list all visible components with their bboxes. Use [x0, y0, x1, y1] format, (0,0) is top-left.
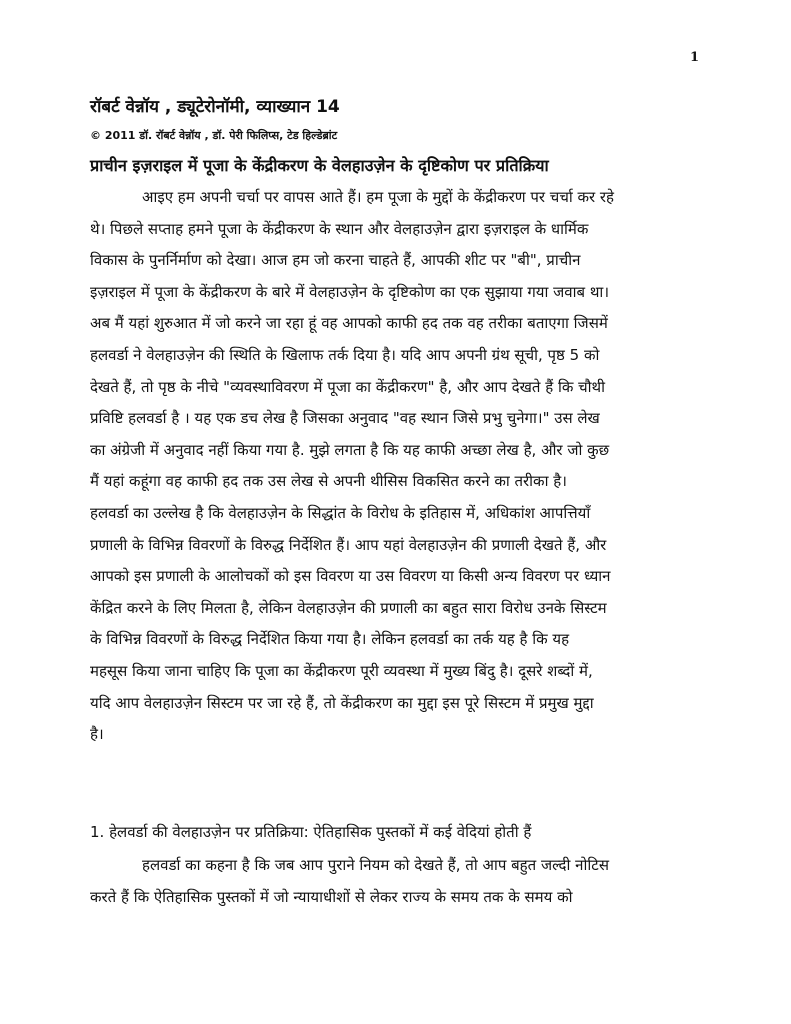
paragraph-line: आइए हम अपनी चर्चा पर वापस आते हैं। हम पूजा के मुद्दों के केंद्रीकरण पर चर्चा कर रहे [142, 188, 615, 206]
paragraph-line: प्रविष्टि हलवर्डा है । यह एक डच लेख है जिसका अनुवाद "वह स्थान जिसे प्रभु चुनेगा।" उस लेख [90, 409, 600, 428]
body-paragraph-2 [90, 850, 710, 913]
paragraph-line: अब मैं यहां शुरुआत में जो करने जा रहा हूं वह आपको काफी हद तक वह तरीका बताएगा जिसमें [90, 314, 608, 333]
paragraph-line: प्रणाली के विभिन्न विवरणों के विरुद्ध निर्देशित हैं। आप यहां वेलहाउज़ेन की प्रणाली देखते हैं, और [90, 535, 607, 554]
paragraph-line: मैं यहां कहूंगा वह काफी हद तक उस लेख से अपनी थीसिस विकसित करने का तरीका है। [90, 472, 567, 491]
paragraph-line: के विभिन्न विवरणों के विरुद्ध निर्देशित किया गया है। लेकिन हलवर्डा का तर्क यह है कि यह [90, 630, 570, 649]
body-paragraph-1 [90, 182, 710, 751]
paragraph-line: इज़राइल में पूजा के केंद्रीकरण के बारे में वेलहाउज़ेन के दृष्टिकोण का एक सुझाया गया जवाब था। [90, 282, 610, 301]
paragraph-line: केंद्रित करने के लिए मिलता है, लेकिन वेलहाउज़ेन की प्रणाली का बहुत सारा विरोध उनके सिस्टम [90, 598, 607, 617]
paragraph-line: हलवर्डा का कहना है कि जब आप पुराने नियम को देखते हैं, तो आप बहुत जल्दी नोटिस [142, 856, 609, 874]
copyright-line: © 2011 डॉ. रॉबर्ट वेन्नॉय , डॉ. पेरी फिलिप्स, टेड हिल्डेब्रांट [90, 129, 338, 142]
lecture-subtitle: प्राचीन इज़राइल में पूजा के केंद्रीकरण के वेलहाउज़ेन के दृष्टिकोण पर प्रतिक्रिया [90, 156, 549, 175]
paragraph-line: हलवर्डा का उल्लेख है कि वेलहाउज़ेन के सिद्धांत के विरोध के इतिहास में, अधिकांश आपत्तियाँ [90, 503, 591, 522]
lecture-title: रॉबर्ट वेन्नॉय , ड्यूटेरोनॉमी, व्याख्यान 14 [90, 97, 340, 117]
section-heading: 1. हेलवर्डा की वेलहाउज़ेन पर प्रतिक्रिया: ऐतिहासिक पुस्तकों में कई वेदियां होती हैं [90, 823, 532, 841]
paragraph-line: है। [90, 725, 104, 744]
paragraph-line: देखते हैं, तो पृष्ठ के नीचे "व्यवस्थाविवरण में पूजा का केंद्रीकरण" है, और आप देखते हैं कि चौथी [90, 377, 606, 396]
paragraph-line: महसूस किया जाना चाहिए कि पूजा का केंद्रीकरण पूरी व्यवस्था में मुख्य बिंदु है। दूसरे शब्दों में, [90, 661, 593, 680]
paragraph-line: करते हैं कि ऐतिहासिक पुस्तकों में जो न्यायाधीशों से लेकर राज्य के समय तक के समय को [90, 887, 573, 906]
paragraph-line: विकास के पुनर्निर्माण को देखा। आज हम जो करना चाहते हैं, आपकी शीट पर "बी", प्राचीन [90, 251, 581, 270]
paragraph-line: हलवर्डा ने वेलहाउज़ेन की स्थिति के खिलाफ तर्क दिया है। यदि आप अपनी ग्रंथ सूची, पृष्ठ 5 को [90, 345, 600, 364]
paragraph-line: यदि आप वेलहाउज़ेन सिस्टम पर जा रहे हैं, तो केंद्रीकरण का मुद्दा इस पूरे सिस्टम में प्रमुख मुद्दा [90, 693, 594, 712]
page-number: 1 [689, 50, 699, 65]
paragraph-line: का अंग्रेजी में अनुवाद नहीं किया गया है. मुझे लगता है कि यह काफी अच्छा लेख है, और जो कुछ [90, 440, 610, 459]
paragraph-line: थे। पिछले सप्ताह हमने पूजा के केंद्रीकरण के स्थान और वेलहाउज़ेन द्वारा इज़राइल के धार्मिक [90, 219, 589, 238]
paragraph-line: आपको इस प्रणाली के आलोचकों को इस विवरण या उस विवरण या किसी अन्य विवरण पर ध्यान [90, 567, 611, 586]
